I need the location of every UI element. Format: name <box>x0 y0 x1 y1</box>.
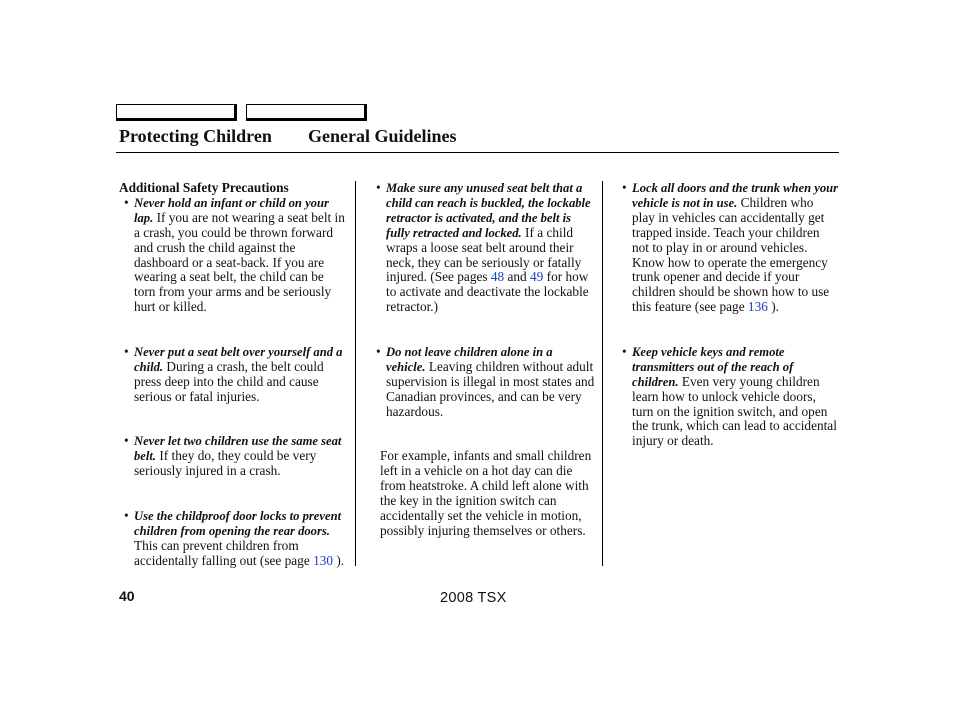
column-2 <box>371 181 595 539</box>
list-item: • Use the childproof door locks to prevent children from opening the rear doors. This can prevent children from accidentally falling out (see page 130 ). <box>124 507 345 568</box>
list-item: • Do not leave children alone in a vehicle. Leaving children without adult supervision is illegal in most states and Canadian provinces, and can be very hazardous. <box>376 343 595 419</box>
list-item: • Keep vehicle keys and remote transmitters out of the reach of children. Even very young children learn how to unlock vehicle doors, turn on the ignition switch, and open the trunk, which can lead to accidental injury or death. <box>622 343 837 449</box>
nav-tab-general-guidelines[interactable] <box>246 104 367 121</box>
column-divider <box>355 181 356 566</box>
column-divider <box>602 181 603 566</box>
bullet-icon: • <box>376 180 381 195</box>
bullet-icon: • <box>622 180 627 195</box>
bullet-icon: • <box>124 507 129 523</box>
page-link-136[interactable]: 136 <box>747 299 768 315</box>
bullet-icon: • <box>124 194 129 210</box>
list-item: • Make sure any unused seat belt that a child can reach is buckled, the lockable retractor is activated, and the belt is fully retracted and locked. If a child wraps a loose seat belt around their neck, they can be seriously or fatally injured. (See pages 48 and 49 for how to activate and deactivate the lockable retractor.) <box>376 180 591 315</box>
precautions-heading: Additional Safety Precautions <box>119 180 289 195</box>
list-item: • Never put a seat belt over yourself and a child. During a crash, the belt could press deep into the child and cause serious or fatal injuries. <box>124 343 343 404</box>
model-label: 2008 TSX <box>440 590 507 606</box>
subsection-title: General Guidelines <box>308 126 457 146</box>
nav-tab-protecting-children[interactable] <box>116 104 237 121</box>
section-title: Protecting Children <box>119 126 272 146</box>
header-rule <box>116 152 839 153</box>
bullet-icon: • <box>376 343 381 359</box>
bullet-icon: • <box>622 343 627 359</box>
list-item: • Never let two children use the same seat belt. If they do, they could be very seriously injured in a crash. <box>124 433 342 479</box>
page-number: 40 <box>119 588 135 604</box>
page-link-48[interactable]: 48 <box>490 269 505 285</box>
bullet-icon: • <box>124 433 129 449</box>
page-link-130[interactable]: 130 <box>313 552 334 568</box>
bullet-icon: • <box>124 343 129 359</box>
page-link-49[interactable]: 49 <box>530 269 544 285</box>
paragraph: For example, infants and small children left in a vehicle on a hot day can die from heatstroke. A child left alone with the key in the ignition switch can accidentally set the vehicle in motion, possibly injuring themselves or others. <box>380 448 592 538</box>
list-item: • Never hold an infant or child on your lap. If you are not wearing a seat belt in a crash, you could be thrown forward and crush the child against the dashboard or a seat-back. If you are wearing a seat belt, the child can be torn from your arms and be seriously hurt or killed. <box>124 194 345 315</box>
list-item: • Lock all doors and the trunk when your vehicle is not in use. Children who play in vehicles can accidentally get trapped inside. Teach your children not to play in or around vehicles. Know how to operate the emergency trunk opener and decide if your children should be shown how to use this feature (see page 136 ). <box>622 180 839 315</box>
column-1 <box>119 181 347 569</box>
column-3 <box>617 181 839 449</box>
